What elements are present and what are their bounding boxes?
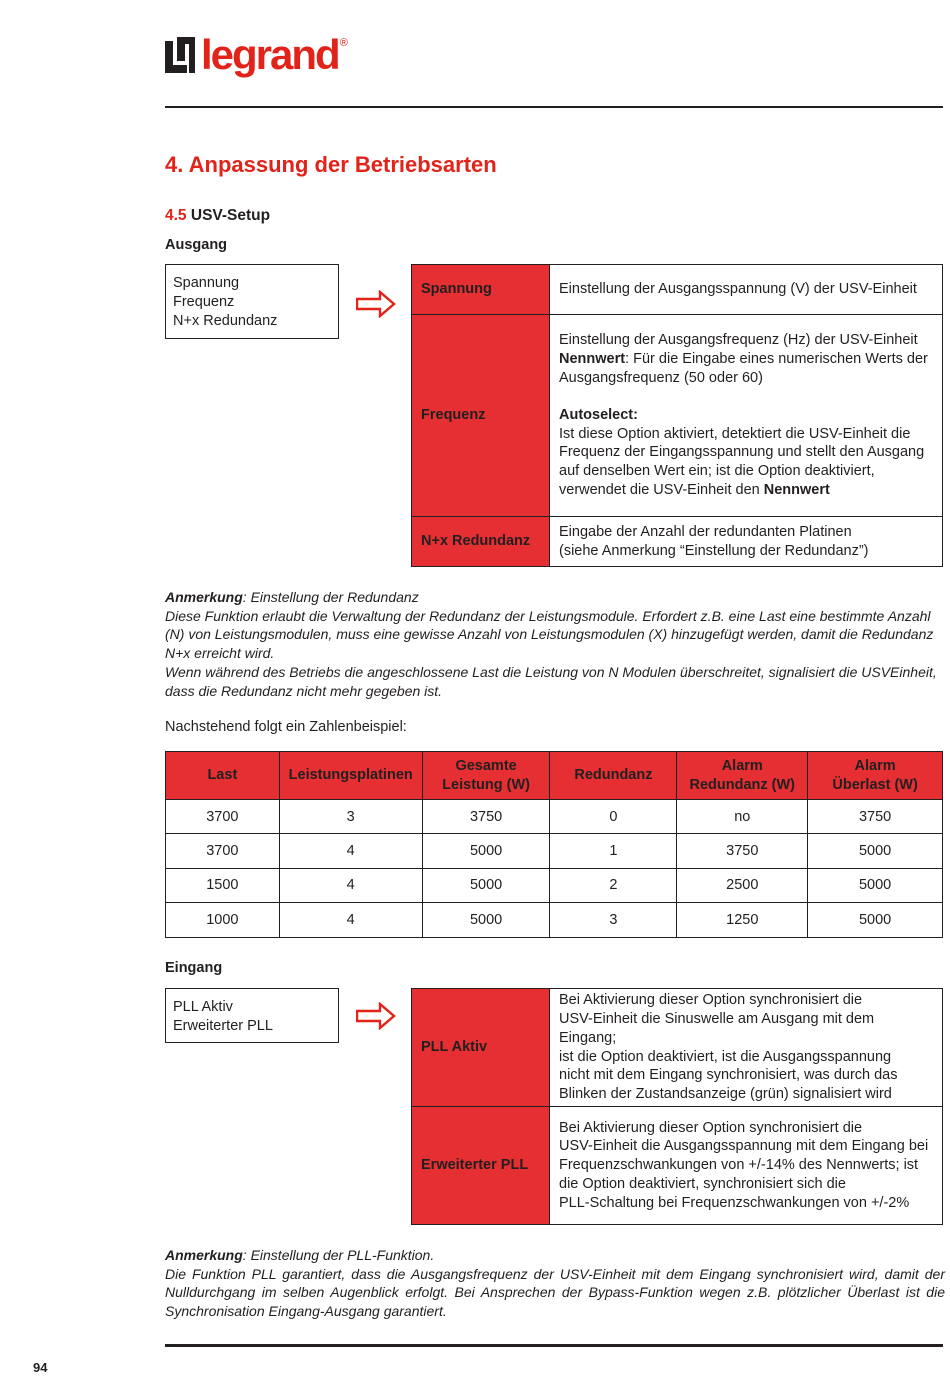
redundanz-line1: Eingabe der Anzahl der redundanten Platinen: [559, 523, 852, 540]
desc-redundanz: [550, 517, 943, 567]
autoselect-end: Nennwert: [763, 481, 830, 498]
col-header-alarm-redundanz: Alarm Redundanz (W): [677, 752, 808, 800]
table-cell: no: [677, 800, 808, 834]
example-table: [165, 751, 943, 938]
right-arrow-icon: [356, 1002, 396, 1030]
desc-frequenz: [550, 315, 943, 517]
nennwert-label: Nennwert: [559, 351, 626, 368]
note-redundanz: [165, 588, 945, 700]
desc-erweiterter-pll: Bei Aktivierung dieser Option synchronisiert die USV-Einheit die Ausgangsspannung mit dem Eingang bei Frequenzschwankungen von +/-14% des Nennwerts; ist die Option deaktiviert, synchronisiert sich die PLL-Schaltung bei Frequenzschwankungen von +/-2%: [550, 1107, 943, 1225]
section-name: USV-Setup: [190, 207, 271, 224]
key-spannung: Spannung: [412, 265, 550, 315]
table-row: [412, 517, 943, 567]
table-cell: 4: [279, 834, 422, 868]
section-number: 4.5: [165, 207, 187, 224]
menu-item-erweiterter-pll: Erweiterter PLL: [173, 1018, 273, 1034]
col-header-leistungsplatinen: Leistungsplatinen: [279, 752, 422, 800]
frequenz-autoselect: [559, 425, 933, 500]
table-cell: 3750: [808, 800, 943, 834]
table-cell: 2500: [677, 868, 808, 902]
desc-spannung: Einstellung der Ausgangsspannung (V) der USV-Einheit: [550, 265, 943, 315]
note-pll: [165, 1246, 945, 1321]
col-header-last: Last: [166, 752, 280, 800]
legrand-logo: [165, 32, 348, 78]
menu-item-spannung: Spannung: [173, 275, 240, 291]
eingang-table: [411, 988, 943, 1225]
eingang-heading: Eingang: [165, 960, 223, 976]
table-cell: 1500: [166, 868, 280, 902]
desc-pll-aktiv: Bei Aktivierung dieser Option synchronisiert die USV-Einheit die Sinuswelle am Ausgang mit dem Eingang; ist die Option deaktiviert, ist die Ausgangsspannung nicht mit dem Eingang synchronisiert, was durch das Blinken der Zustandsanzeige (grün) signalisiert wird: [550, 989, 943, 1107]
legrand-mark-icon: [165, 37, 195, 73]
table-cell: 2: [550, 868, 677, 902]
table-cell: 3: [279, 800, 422, 834]
table-row: [412, 989, 943, 1107]
example-intro: Nachstehend folgt ein Zahlenbeispiel:: [165, 719, 407, 735]
table-cell: 3: [550, 903, 677, 937]
table-cell: 3700: [166, 834, 280, 868]
table-cell: 5000: [808, 834, 943, 868]
note2-label: Anmerkung: [165, 1247, 243, 1263]
table-cell: 1250: [677, 903, 808, 937]
table-row: [166, 903, 943, 937]
col-header-gesamte-leistung: Gesamte Leistung (W): [422, 752, 550, 800]
note1-para2: Wenn während des Betriebs die angeschlossene Last die Leistung von N Modulen überschreitet, signalisiert die USVEinheit, dass die Redundanz nicht mehr gegeben ist.: [165, 663, 937, 699]
table-row: [166, 800, 943, 834]
table-cell: 3700: [166, 800, 280, 834]
redundanz-line2: (siehe Anmerkung “Einstellung der Redundanz”): [559, 542, 869, 559]
ausgang-table: [411, 264, 943, 567]
menu-item-frequenz: Frequenz: [173, 294, 235, 310]
table-row: [412, 1107, 943, 1225]
table-cell: 0: [550, 800, 677, 834]
note1-label: Anmerkung: [165, 589, 243, 605]
table-cell: 4: [279, 868, 422, 902]
key-erweiterter-pll: Erweiterter PLL: [412, 1107, 550, 1225]
col-header-alarm-ueberlast: Alarm Überlast (W): [808, 752, 943, 800]
table-row: [166, 868, 943, 902]
table-header-row: [166, 752, 943, 800]
col-header-redundanz: Redundanz: [550, 752, 677, 800]
note2-para: Die Funktion PLL garantiert, dass die Ausgangsfrequenz der USV-Einheit mit dem Eingang synchronisiert wird, damit der Nulldurchgang im selben Augenblick erfolgt. Bei Ansprechen der Bypass-Funktion wegen z.B. plötzlicher Überlast ist die Synchronisation Eingang-Ausgang garantiert.: [165, 1265, 945, 1320]
frequenz-line1: Einstellung der Ausgangsfrequenz (Hz) der USV-Einheit: [559, 332, 918, 349]
note1-title: : Einstellung der Redundanz: [242, 589, 419, 605]
logo-registered: ®: [339, 37, 348, 49]
note2-title: : Einstellung der PLL-Funktion.: [242, 1247, 435, 1263]
page-number: 94: [33, 1360, 48, 1375]
frequenz-nennwert: [559, 350, 933, 388]
table-cell: 5000: [422, 903, 550, 937]
autoselect-label: Autoselect:: [559, 406, 638, 423]
menu-item-pll-aktiv: PLL Aktiv: [173, 999, 233, 1015]
key-pll-aktiv: PLL Aktiv: [412, 989, 550, 1107]
logo-wordmark: legrand: [201, 31, 339, 78]
table-cell: 1: [550, 834, 677, 868]
table-row: [412, 315, 943, 517]
chapter-title: 4. Anpassung der Betriebsarten: [165, 152, 497, 177]
header-rule: [165, 106, 943, 108]
menu-item-redundanz: N+x Redundanz: [173, 313, 278, 329]
key-redundanz: N+x Redundanz: [412, 517, 550, 567]
table-cell: 3750: [422, 800, 550, 834]
table-cell: 3750: [677, 834, 808, 868]
ausgang-menu-box: [165, 264, 339, 339]
table-row: [166, 834, 943, 868]
note1-para1: Diese Funktion erlaubt die Verwaltung der Redundanz der Leistungsmodule. Erfordert z.B. eine Last eine bestimmte Anzahl (N) von Leistungsmodulen, muss eine gewisse Anzahl von Leistungsmodulen (X) hinzugefügt werden, damit die Redundanz N+x erreicht wird.: [165, 607, 934, 662]
ausgang-heading: Ausgang: [165, 237, 228, 253]
table-row: [412, 265, 943, 315]
table-cell: 4: [279, 903, 422, 937]
table-cell: 5000: [422, 868, 550, 902]
table-cell: 5000: [808, 903, 943, 937]
autoselect-text: Ist diese Option aktiviert, detektiert die USV-Einheit die Frequenz der Eingangsspannung und stellt den Ausgang auf denselben Wert ein; ist die Option deaktiviert, verwendet die USV-Einheit den: [559, 425, 925, 498]
table-cell: 1000: [166, 903, 280, 937]
right-arrow-icon: [356, 290, 396, 318]
section-title: [165, 207, 270, 225]
key-frequenz: Frequenz: [412, 315, 550, 517]
footer-rule: [165, 1344, 943, 1347]
nennwert-text: : Für die Eingabe eines numerischen Werts der Ausgangsfrequenz (50 oder 60): [559, 351, 928, 386]
table-cell: 5000: [422, 834, 550, 868]
eingang-menu-box: [165, 988, 339, 1043]
table-cell: 5000: [808, 868, 943, 902]
